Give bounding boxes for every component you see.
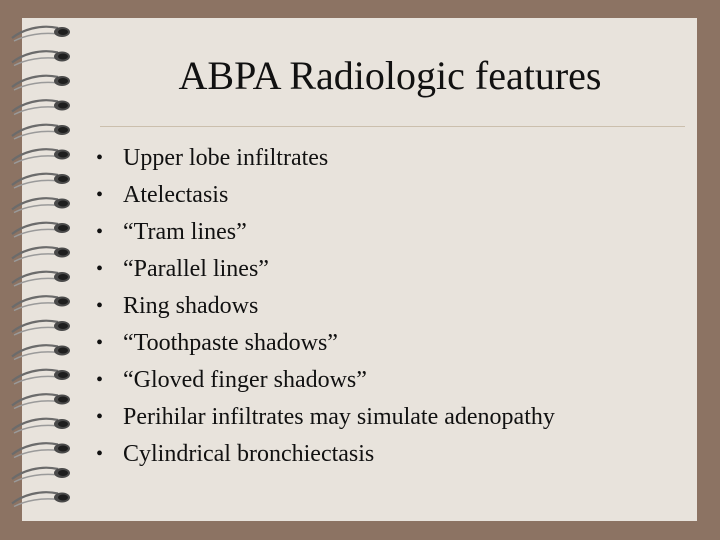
spiral-coil [12,223,70,237]
spiral-coil [12,272,70,286]
spiral-coil [12,370,70,384]
bullet-dot: • [96,295,104,317]
bullet-text: “Tram lines” [123,219,247,245]
spiral-coil [12,125,70,139]
bullet-dot: • [96,443,104,465]
spiral-coil [12,394,70,408]
slide-title: ABPA Radiologic features [178,53,602,98]
bullet-dot: • [96,147,104,169]
spiral-coil [12,149,70,163]
spiral-coil [12,51,70,65]
bullet-text: Upper lobe infiltrates [123,145,329,171]
bullet-item [96,177,555,214]
bullet-item [96,251,555,288]
bullet-item [96,140,555,177]
spiral-coil [12,296,70,310]
bullet-list [96,140,555,473]
bullet-text: “Toothpaste shadows” [123,330,338,356]
bullet-dot: • [96,258,104,280]
bullet-dot: • [96,332,104,354]
bullet-text: “Gloved finger shadows” [123,367,367,393]
spiral-binding [10,20,80,520]
bullet-dot: • [96,184,104,206]
bullet-dot: • [96,369,104,391]
spiral-coil [12,198,70,212]
bullet-text: Ring shadows [123,293,259,319]
spiral-coil [12,76,70,90]
bullet-item [96,399,555,436]
bullet-item [96,288,555,325]
bullet-text: “Parallel lines” [123,256,269,282]
spiral-coil [12,419,70,433]
title-divider [100,126,685,127]
bullet-dot: • [96,221,104,243]
spiral-coil [12,27,70,41]
bullet-item [96,214,555,251]
bullet-item [96,362,555,399]
bullet-text: Atelectasis [123,182,229,208]
spiral-coil [12,492,70,506]
spiral-coil [12,321,70,335]
spiral-coil [12,443,70,457]
spiral-coil [12,174,70,188]
spiral-coil [12,345,70,359]
bullet-dot: • [96,406,104,428]
spiral-coil [12,468,70,482]
bullet-item [96,436,555,473]
bullet-text: Perihilar infiltrates may simulate adenopathy [123,404,555,430]
bullet-text: Cylindrical bronchiectasis [123,441,375,467]
bullet-item [96,325,555,362]
spiral-coil [12,247,70,261]
spiral-coil [12,100,70,114]
